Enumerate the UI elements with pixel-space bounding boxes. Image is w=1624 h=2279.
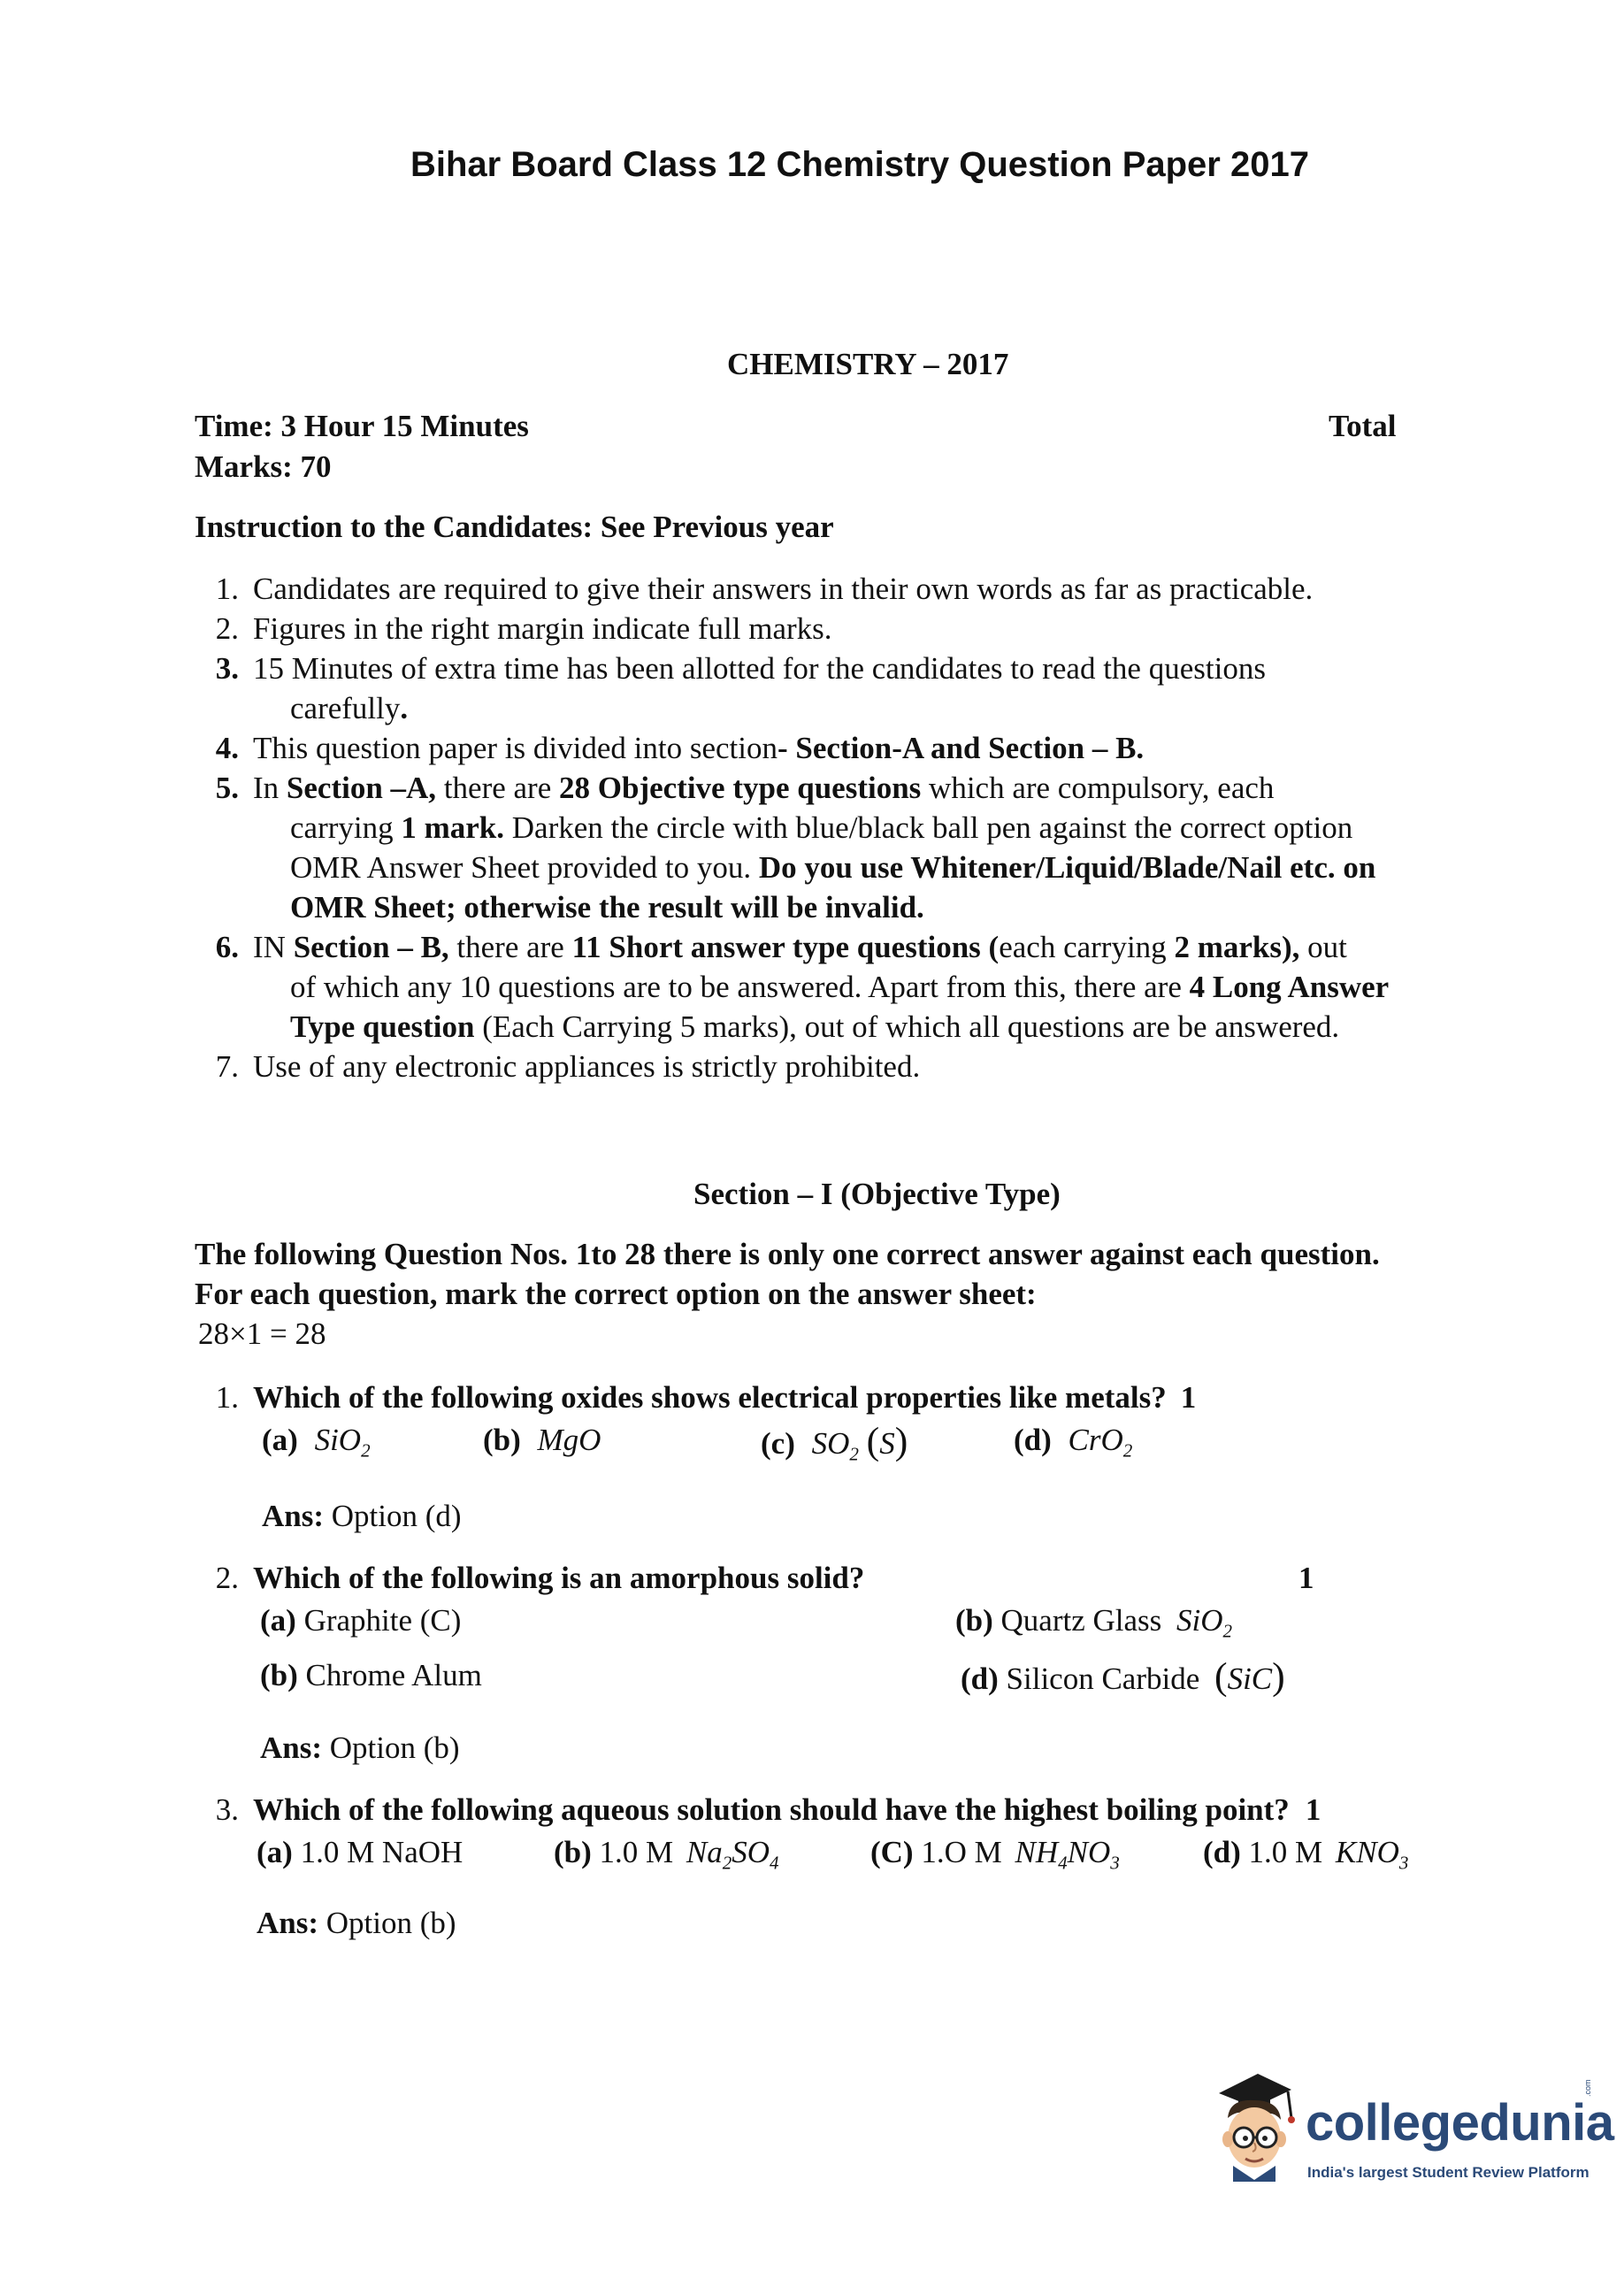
- instruction-text: This question paper is divided into section: [253, 731, 778, 765]
- instruction-text-continued: of which any 10 questions are to be answered. Apart from this, there are 4 Long Answer: [290, 970, 1390, 1004]
- instruction-text-continued: Type question (Each Carrying 5 marks), out of which all questions are be answered.: [290, 1009, 1340, 1044]
- option-d: (d) 1.0 M $KNO_3$: [1203, 1835, 1409, 1874]
- instruction-text-continued: OMR Answer Sheet provided to you. Do you use Whitener/Liquid/Blade/Nail etc. on: [290, 850, 1376, 885]
- option-b: (b) 1.0 M $Na_2SO_4$: [554, 1835, 779, 1874]
- section-intro: The following Question Nos. 1to 28 there is only one correct answer against each question.: [195, 1237, 1380, 1271]
- option-a: (a) 1.0 M NaOH: [257, 1835, 463, 1869]
- question-stem: [188, 1792, 1321, 1828]
- question-number: 3.: [215, 1792, 239, 1827]
- instruction-text: 15 Minutes of extra time has been allotted for the candidates to read the questions: [253, 651, 1266, 686]
- option-c: (c) $SO_2$ (S): [761, 1420, 908, 1465]
- logo-tagline: India's largest Student Review Platform: [1307, 2164, 1590, 2181]
- subject-title: CHEMISTRY – 2017: [727, 347, 1009, 381]
- instruction-number: 4.: [215, 731, 239, 765]
- option-c: (C) 1.O M $NH_4NO_3$: [870, 1835, 1120, 1874]
- total-label: Total: [1329, 409, 1397, 443]
- instruction-item: [188, 1049, 920, 1085]
- instruction-item: [188, 651, 1266, 687]
- answer: Ans: Option (b): [257, 1906, 456, 1940]
- instruction-text-continued: OMR Sheet; otherwise the result will be invalid.: [290, 890, 924, 925]
- question-number: 2.: [215, 1561, 239, 1595]
- option-d: (d) CrO$_2$: [1014, 1423, 1133, 1462]
- time-label: Time: 3 Hour 15 Minutes: [195, 409, 529, 443]
- logo-domain: .com: [1583, 2079, 1592, 2097]
- student-mascot-icon: [1203, 2067, 1300, 2182]
- document-title: Bihar Board Class 12 Chemistry Question Paper 2017: [410, 145, 1309, 184]
- marks-formula: 28×1 = 28: [198, 1316, 326, 1351]
- logo-wordmark: collegedunia: [1306, 2094, 1614, 2152]
- option-d: (d) Silicon Carbide (SiC): [961, 1655, 1285, 1698]
- instruction-item: 6. IN Section – B, there are 11 Short answer type questions (each carrying 2 marks), out: [188, 930, 1347, 965]
- instruction-number: 7.: [215, 1049, 239, 1084]
- instruction-item: 5. In Section –A, there are 28 Objective type questions which are compulsory, each: [188, 771, 1274, 806]
- question-marks: 1: [1305, 1792, 1321, 1827]
- question-text: Which of the following is an amorphous solid?: [253, 1561, 865, 1595]
- instruction-number: 5.: [215, 771, 239, 805]
- answer: Ans: Option (b): [260, 1730, 460, 1765]
- section-intro: For each question, mark the correct option on the answer sheet:: [195, 1277, 1037, 1311]
- option-a: (a) Graphite (C): [260, 1603, 462, 1638]
- section-title: Section – I (Objective Type): [693, 1177, 1061, 1211]
- instruction-item: 4. This question paper is divided into section- Section-A and Section – B.: [188, 731, 1144, 766]
- option-b: (b) Quartz Glass SiO$_2$: [955, 1603, 1233, 1642]
- marks-label: Marks: 70: [195, 449, 332, 484]
- instruction-text: Figures in the right margin indicate full marks.: [253, 611, 832, 646]
- instruction-number: 2.: [215, 611, 239, 646]
- instruction-number: 3.: [215, 651, 239, 686]
- instruction-item: [188, 611, 832, 647]
- instruction-text-continued: carrying 1 mark. Darken the circle with blue/black ball pen against the correct option: [290, 810, 1353, 845]
- instruction-item: [188, 572, 1313, 607]
- option-a: (a) SiO$_2$: [262, 1423, 371, 1462]
- question-stem: [188, 1561, 864, 1596]
- option-b: (b) MgO: [483, 1423, 601, 1457]
- option-c: (b) Chrome Alum: [260, 1658, 482, 1692]
- question-text: Which of the following oxides shows electrical properties like metals?: [253, 1380, 1167, 1415]
- instruction-number: 1.: [215, 572, 239, 606]
- instruction-text-continued: carefully.: [290, 691, 409, 725]
- question-stem: [188, 1380, 1196, 1416]
- answer: Ans: Option (d): [262, 1499, 462, 1533]
- question-number: 1.: [215, 1380, 239, 1415]
- instruction-number: 6.: [215, 930, 239, 964]
- instruction-text: Use of any electronic appliances is strictly prohibited.: [253, 1049, 921, 1084]
- question-text: Which of the following aqueous solution should have the highest boiling point?: [253, 1792, 1290, 1827]
- instruction-text: Candidates are required to give their answers in their own words as far as practicable.: [253, 572, 1314, 606]
- instruction-heading: Instruction to the Candidates: See Previous year: [195, 510, 834, 544]
- question-marks: 1: [1180, 1380, 1197, 1415]
- question-marks: 1: [1298, 1561, 1314, 1595]
